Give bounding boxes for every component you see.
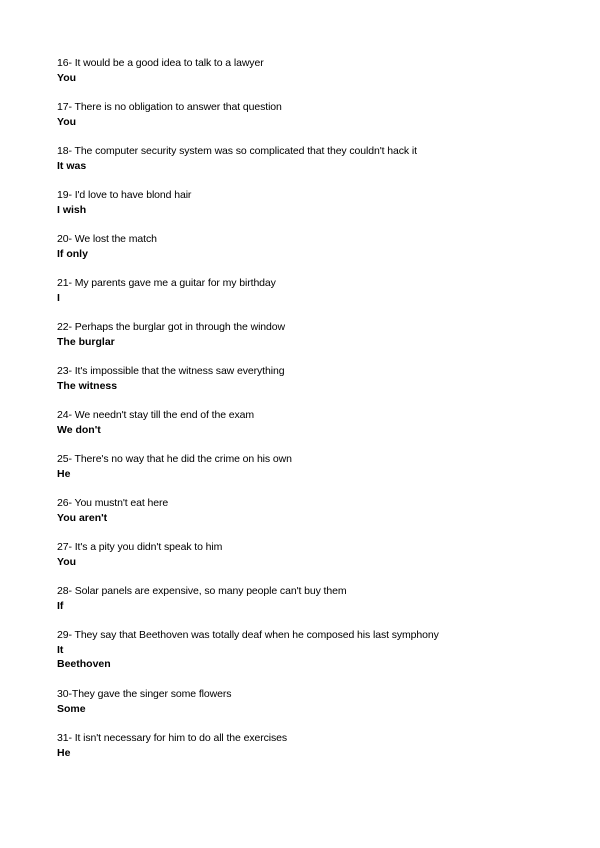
exercise-prompt: 30-They gave the singer some flowers [57, 688, 232, 700]
exercise-prompt: 31- It isn't necessary for him to do all the exercises [57, 732, 288, 744]
exercise-item-16 [57, 56, 587, 85]
exercise-answer-start: Some [57, 702, 86, 715]
exercise-prompt: 16- It would be a good idea to talk to a lawyer [57, 57, 264, 69]
exercise-answer-start-alt: Beethoven [57, 658, 111, 670]
exercise-item-25 [57, 452, 587, 481]
exercise-answer-start: If only [57, 247, 88, 260]
exercise-item-29 [57, 628, 587, 672]
exercise-answer-start: The witness [57, 379, 118, 392]
exercise-item-27 [57, 540, 587, 569]
exercise-item-18 [57, 144, 587, 173]
exercise-answer-start: You [57, 71, 77, 84]
exercise-prompt: 26- You mustn't eat here [57, 497, 169, 509]
exercise-prompt: 18- The computer security system was so complicated that they couldn't hack it [57, 145, 417, 157]
exercise-prompt: 22- Perhaps the burglar got in through the window [57, 321, 285, 333]
exercise-answer-start: You [57, 115, 77, 128]
exercise-answer-start: You [57, 555, 77, 568]
exercise-prompt: 23- It's impossible that the witness saw everything [57, 365, 285, 377]
exercise-prompt: 28- Solar panels are expensive, so many people can't buy them [57, 585, 347, 597]
exercise-item-23 [57, 364, 587, 393]
exercise-item-20 [57, 232, 587, 261]
exercise-item-31 [57, 731, 587, 760]
exercise-prompt: 29- They say that Beethoven was totally deaf when he composed his last symphony [57, 629, 439, 641]
exercise-item-17 [57, 100, 587, 129]
exercise-answer-start: He [57, 467, 71, 480]
exercise-item-24 [57, 408, 587, 437]
exercise-prompt: 25- There's no way that he did the crime on his own [57, 453, 292, 465]
exercise-item-21 [57, 276, 587, 305]
exercise-prompt: 27- It's a pity you didn't speak to him [57, 541, 223, 553]
exercise-prompt: 19- I'd love to have blond hair [57, 189, 192, 201]
exercise-answer-start: It [57, 643, 64, 656]
exercise-item-19 [57, 188, 587, 217]
exercise-prompt: 21- My parents gave me a guitar for my birthday [57, 277, 276, 289]
exercise-item-26 [57, 496, 587, 525]
exercise-answer-start: I wish [57, 203, 87, 216]
exercise-answer-start: The burglar [57, 335, 115, 348]
exercise-answer-start: He [57, 746, 71, 759]
exercise-item-28 [57, 584, 587, 613]
exercise-answer-start: You aren't [57, 511, 108, 524]
exercise-answer-start: We don't [57, 423, 101, 436]
exercise-prompt: 17- There is no obligation to answer that question [57, 101, 282, 113]
exercise-prompt: 24- We needn't stay till the end of the exam [57, 409, 255, 421]
exercise-item-30 [57, 687, 587, 716]
exercise-item-22 [57, 320, 587, 349]
exercise-answer-start: If [57, 599, 64, 612]
exercise-prompt: 20- We lost the match [57, 233, 157, 245]
exercise-answer-start: I [57, 291, 60, 304]
exercise-answer-start: It was [57, 159, 87, 172]
